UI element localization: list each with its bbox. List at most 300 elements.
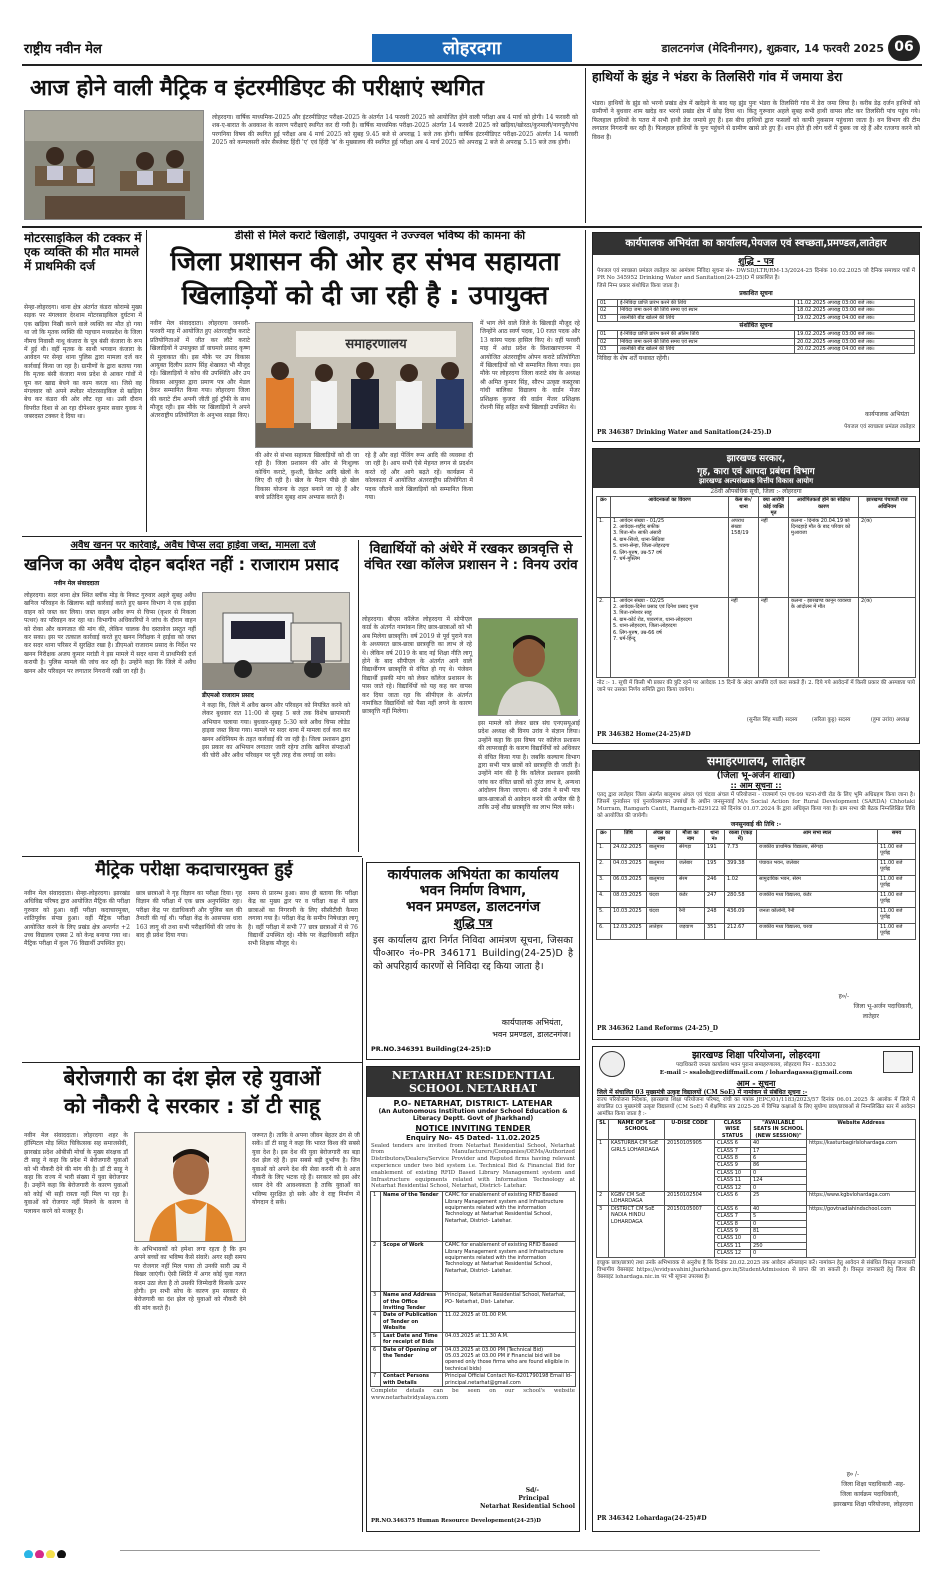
table-row bbox=[371, 1242, 576, 1292]
cell: Date of Opening of the Tender bbox=[381, 1346, 443, 1373]
cell: 17 bbox=[751, 1147, 807, 1154]
table-row bbox=[597, 891, 916, 907]
ad-school-header bbox=[367, 1067, 579, 1097]
ad-collectorate-title: समाहरणालय, लातेहार bbox=[593, 751, 919, 771]
col-header: मौजा का नाम bbox=[677, 829, 705, 843]
cell: 247 bbox=[705, 891, 725, 907]
website-link[interactable]: https://govtnadiahindschool.com bbox=[807, 1205, 916, 1257]
cell: 11.00 बजे पूर्वाह्न bbox=[878, 923, 916, 939]
jharkhand-seal-icon bbox=[599, 1051, 625, 1077]
cell: Principal, Netarhat Residential School, Netarhat, PO- Netarhat, Dist- Latehar. bbox=[443, 1292, 576, 1312]
table-row bbox=[598, 314, 915, 321]
person-portrait-icon bbox=[479, 619, 578, 716]
table-row bbox=[371, 1192, 576, 1242]
magenta-dot bbox=[35, 1550, 44, 1558]
cell: 1. आवेदन संख्या - 02/25 2. आवेदक-दिनेश प्रसाद एवं दिनेश प्रसाद गुप्ता 3. पिता-रामेश्वर साहु 4. ग्राम-कोर्ट रोड, पावरगंज, थाना-लोहरदगा 5. थाना-लोहरदगा, जिला-लोहरदगा 6. लिंग-पुरुष, उम्र-66 वर्ष 7. धर्म-हिन्दू bbox=[611, 597, 729, 677]
col-header: SL bbox=[597, 1119, 609, 1139]
cell: 2(क) bbox=[859, 517, 916, 597]
cell: 11.00 बजे पूर्वाह्न bbox=[878, 843, 916, 859]
cell: कलना - दिनांक 20.04.19 को दिनदहाड़े मौत के बाद परिवार को मुआवजा bbox=[789, 517, 859, 597]
truck-photo-icon bbox=[203, 593, 350, 690]
motorcycle-headline: मोटरसाइकिल की टक्कर में एक व्यक्ति की मौत मामले में प्राथमिकी दर्ज bbox=[24, 232, 142, 273]
table-row bbox=[598, 299, 915, 306]
ad-phed-pr: PR 346387 Drinking Water and Sanitation(24-25).D bbox=[597, 429, 772, 436]
table-row bbox=[597, 1191, 916, 1205]
cell: निविदा जमा करने की तिथि समय एवं स्थान bbox=[618, 307, 795, 314]
cell: जलेबार bbox=[677, 859, 705, 875]
yellow-dot bbox=[46, 1550, 55, 1558]
table-row bbox=[597, 1205, 916, 1212]
col-header: आरोपितकर्ता होने का संक्षिप्त कारण bbox=[789, 497, 859, 517]
table-row bbox=[597, 907, 916, 923]
cell: कंडेर bbox=[677, 891, 705, 907]
cell: Date of Publication of Tender on Website bbox=[381, 1312, 443, 1332]
cell: 2. bbox=[597, 859, 611, 875]
karate-headline-2: खिलाड़ियों को दी जा रही है : उपायुक्त bbox=[181, 281, 549, 311]
cell: ई-निविदा प्राप्ति प्रारंभ करने की अंतिम तिथि bbox=[618, 331, 795, 338]
cell: 1. bbox=[597, 843, 611, 859]
ad-home-line1: झारखण्ड सरकार, bbox=[726, 454, 786, 464]
cell: रैनी bbox=[677, 907, 705, 923]
page-number: 06 bbox=[894, 39, 914, 55]
cell: कलना - झारखण्ड कानून व्यवस्था के आंदोलन में मौत bbox=[789, 597, 859, 677]
ad-education-address: पदाधिकारी जनता कार्यालय भवन पुराना समाहरणालय, लोहरदगा पिन - 835302 bbox=[675, 1061, 837, 1068]
cell: 2(क) bbox=[859, 597, 916, 677]
cell: CAMC for enablement of existing RFID Based Library Management system and Infrastructure equipments related with the information Technology at Netarhat Residential School, Netarhat, District- Latehar. bbox=[443, 1242, 576, 1292]
ad-home-line3: झारखण्ड अल्पसंख्यक वित्तीय विकास आयोग bbox=[698, 477, 814, 485]
scholarship-photo bbox=[478, 618, 578, 716]
cell: CLASS 8 bbox=[715, 1154, 751, 1161]
col-header: क्र० bbox=[597, 497, 611, 517]
cell: 1. आवेदन संख्या - 01/25 2. आवेदक-शहीद सफीक 3. पिता-मो० साफी अंसारी 4. ग्राम-सिंजो, थाना-सिठिया 5. थाना-सेन्हा, जिला-लोहरदगा 6. लिंग-पुरुष, उम्र-57 वर्ष 7. धर्म-मुस्लिम bbox=[611, 517, 729, 597]
cell: 11.00 बजे पूर्वाह्न bbox=[878, 875, 916, 891]
ad-phed-table2 bbox=[597, 330, 915, 353]
table-row bbox=[597, 859, 916, 875]
website-link[interactable]: https://kasturbagirlslohardaga.com bbox=[807, 1140, 916, 1192]
table-row bbox=[371, 1373, 576, 1387]
ad-education-title: झारखण्ड शिक्षा परियोजना, लोहरदगा bbox=[692, 1050, 820, 1061]
col-header: थाना नं० bbox=[705, 829, 725, 843]
col-header: केस सं०/थाना bbox=[729, 497, 759, 517]
ad-home-line4: 28वीं औपबंधिक सूची, जिला :- लोहरदगा bbox=[710, 488, 802, 495]
v-rule-2 bbox=[146, 230, 147, 532]
ad-school-title2: SCHOOL NETARHAT bbox=[408, 1082, 538, 1095]
ad-school-title1: NETARHAT RESIDENTIAL bbox=[391, 1069, 555, 1082]
ad-phed-section2: संशोधित सूचना bbox=[739, 321, 773, 329]
h-rule-4 bbox=[22, 1062, 362, 1063]
unemployment-story bbox=[24, 1066, 360, 1534]
col-header: "AVAILABLE SEATS IN SCHOOL (NEW SESSION)" bbox=[751, 1119, 807, 1139]
ad-phed bbox=[592, 232, 920, 442]
motorcycle-body: सेन्हा-लोहरदगा। थाना क्षेत्र अंतर्गत कंडरा कोराम्बे मुख्य सड़क पर मंगलवार देरशाम मोटरसाइकिल दुर्घटना में एक खड़िया निखी करने वाले व्यक्ति का मौत हो गया था जो कि मृतक व्यक्ति की पहचान मध्यप्रदेश के जिला नीमच निवासी नाथू कंजारा के पुत्र बंसी कंजारा के रूप में हुई थी। वहीं मृतक के साथी भगवान कंजारा के आवेदन पर सेन्हा थाना पुलिस द्वारा मामला दर्ज कर कार्रवाई किया जा रहा है। ग्रामीणों के द्वारा बताया गया कि मृतक बंसी कंजारा मध्य प्रदेश से आकर गांवों में घूम कर खाद्य बेचने का काम करता था। जिसे वह मंगलवार को अपने स्प्लेंडर मोटरसाइकिल से खड़िया बेच कर कंडरा की ओर लौट रहा था। उसी दौरान विपरीत दिशा से आ रहा दीपेश्वर कुमार सवार युवक ने जबरदस्त टक्कर दे दिया था। bbox=[24, 304, 142, 421]
ad-school-footer: Complete details can be seen on our school's website www.netarhatvidyalaya.com bbox=[371, 1387, 575, 1401]
col-header: रकबा (एकड़ में) bbox=[725, 829, 757, 843]
karate-story bbox=[150, 230, 580, 532]
col-header: तिथि bbox=[611, 829, 647, 843]
cell: 3 bbox=[371, 1292, 381, 1312]
ad-education-sign3: जिला कार्यक्रम पदाधिकारी, bbox=[840, 1491, 899, 1498]
ad-school-sign2: Principal bbox=[518, 1495, 549, 1502]
cell: 1. bbox=[597, 517, 611, 597]
cell: 20150102504 bbox=[665, 1191, 715, 1205]
cell: सेरेगड़ा bbox=[677, 843, 705, 859]
cell: अपराध संख्या 158/19 bbox=[729, 517, 759, 597]
cell: 246 bbox=[705, 875, 725, 891]
scholarship-story bbox=[362, 540, 580, 852]
cell: Scope of Work bbox=[381, 1242, 443, 1292]
col-header: अंचल का नाम bbox=[647, 829, 677, 843]
col-header: क्र० bbox=[597, 829, 611, 843]
table-row bbox=[598, 307, 915, 314]
cell: 3. bbox=[597, 875, 611, 891]
cell: निविदा जमा करने की तिथि समय एवं स्थान bbox=[618, 338, 795, 345]
cell: CLASS 10 bbox=[715, 1169, 751, 1176]
ad-building-title3: भवन प्रमण्डल, डालटनगंज bbox=[405, 899, 541, 916]
mining-story bbox=[24, 540, 354, 852]
cell: नहीं bbox=[759, 597, 789, 677]
cell: 191 bbox=[705, 843, 725, 859]
cell: 24.02.2025 bbox=[611, 843, 647, 859]
ad-education-sign4: झारखण्ड शिक्षा परियोजना, लोहरदगा bbox=[833, 1501, 913, 1508]
mining-body-left: लोहरदगा। सदर थाना क्षेत्र स्थित ब्लॉक मोड़ के निकट गुरुवार अहले सुबह अवैध खनिज परिवहन के खिलाफ बड़ी कार्रवाई करते हुए खनन विभाग ने एक हाईवा वाहन को जब्त कर लिया। जब्त वाहन अवैध रूप से चिप्स (कृशर से निकला पत्थर) का परिवहन कर रहा था। विभागीय अधिकारियों ने जांच के दौरान वाहन को रोका और कागजात की मांग की, लेकिन चालक वैध दस्तावेज प्रस्तुत नहीं कर सका। इस पर तत्काल कार्रवाई करते हुए खनन निरीक्षक ने हाईवा को जब्त कर सदर थाना परिसर में सुरक्षित रखा है। डीएमओ राजाराम प्रसाद के निर्देश पर खनन निरीक्षक अजय कुमार मरांडी ने इस मामले में सदर थाना में प्राथमिकी दर्ज करायी है। पुलिस मामले की जांच कर रही है। उन्होंने कहा कि जिले में अवैध खनन और परिवहन पर लगातार निगरानी रखी जा रही है। bbox=[24, 592, 196, 675]
cell: राजकीय मध्य विद्यालय, चरवा bbox=[757, 923, 878, 939]
elephant-headline: हाथियों के झुंड ने भंडरा के तिलसिरी गांव में जमाया डेरा bbox=[592, 70, 843, 84]
exam-photo bbox=[24, 110, 204, 220]
karate-headline-1: जिला प्रशासन की ओर हर संभव सहायता bbox=[170, 247, 560, 277]
unemployment-headline-1: बेरोजगारी का दंश झेल रहे युवाओं bbox=[63, 1066, 321, 1090]
cell: 195 bbox=[705, 859, 725, 875]
ad-home-line2: गृह, कारा एवं आपदा प्रबंधन विभाग bbox=[697, 467, 815, 477]
cell: CLASS 6 bbox=[715, 1140, 751, 1147]
print-registration-marks bbox=[24, 1544, 924, 1558]
cell: 0 bbox=[751, 1220, 807, 1227]
ad-collectorate-sign3: लातेहार bbox=[862, 1013, 879, 1020]
cell: 08.03.2025 bbox=[611, 891, 647, 907]
v-rule-3 bbox=[358, 540, 359, 852]
cell: 11.02.2025 at 01.00 P.M. bbox=[443, 1312, 576, 1332]
cell: 04.03.2025 bbox=[611, 859, 647, 875]
cell: जनता कॉलोनी, रैनी bbox=[757, 907, 878, 923]
cell: 11.00 बजे पूर्वाह्न bbox=[878, 907, 916, 923]
matric-story bbox=[24, 860, 360, 1060]
cell: 0 bbox=[751, 1235, 807, 1242]
exam-headline: आज होने वाली मैट्रिक व इंटरमीडिएट की परीक्षाएं स्थगित bbox=[30, 76, 484, 101]
cell: राजकीय प्राथमिक विद्यालय, सेरेगड़ा bbox=[757, 843, 878, 859]
cell: 11.02.2025 अपराह्न 03:00 बजे तक। bbox=[795, 299, 915, 306]
cell: Name and Address of the Office Inviting Tender bbox=[381, 1292, 443, 1312]
table-row bbox=[371, 1346, 576, 1373]
ad-school-title3: P.O- NETARHAT, DISTRICT- LATEHAR bbox=[393, 1099, 553, 1108]
cell: सेरम bbox=[677, 875, 705, 891]
karate-photo-banner: समाहरणालय bbox=[345, 337, 407, 352]
cell: बालूमाथ bbox=[647, 859, 677, 875]
cell: ई-निविदा प्राप्ति प्रारंभ करने की तिथि bbox=[618, 299, 795, 306]
ad-home-header bbox=[593, 449, 919, 488]
cell: सामुदायिक भवन, सेरम bbox=[757, 875, 878, 891]
karate-photo bbox=[255, 322, 473, 448]
cell: नहीं bbox=[729, 597, 759, 677]
cell: 11.00 बजे पूर्वाह्न bbox=[878, 891, 916, 907]
classroom-photo-icon bbox=[25, 111, 204, 220]
ad-home bbox=[592, 448, 920, 744]
cell: राजकीय मध्य विद्यालय, कंडेर bbox=[757, 891, 878, 907]
matric-body-col3: समय से प्रारम्भ हुआ। साथ ही बताया कि परीक्षा केंद्र का मुख्य द्वार पर व परीक्षा कक्ष में छात्र छात्राओं का निगरानी के लिए सीसीटीवी कैमरा लगाया गया है। परीक्षा केंद्र के समीप निषेधाज्ञा लागू है। वहीं परीक्षा में सभी 77 छात्र छात्राओं में से 76 विद्यार्थी उपस्थित रहे। मौके पर केंद्राधिकारी सहित सभी शिक्षक मौजूद थे। bbox=[248, 890, 358, 948]
ad-home-footnote: नोट :- 1. सूची में किसी भी प्रकार की त्रुटि रहने पर आवेदक 15 दिनों के अंदर आपत्ति दर्ज करा सकते हैं। 2. दिये गये आवेदनों में किसी प्रकार की अस्पष्टता पाये जाने पर उसका निर्णय समिति द्वारा किया जायेगा। bbox=[597, 679, 915, 693]
ad-education-email: E-mail :- ssaloh@rediffmail.com / lohardagassa@gmail.com bbox=[659, 1069, 853, 1076]
cell: CLASS 9 bbox=[715, 1228, 751, 1235]
col-header: झारखण्ड पंचायती राज अधिनियम bbox=[859, 497, 916, 517]
karate-kicker: डीसी से मिले कराटे खिलाड़ी, उपायुक्त ने उज्ज्वल भविष्य की कामना की bbox=[234, 230, 526, 242]
ad-collectorate-body: एतद् द्वारा लातेहार जिला अंतर्गत बालूमाथ अंचल एवं चंदवा अंचल में परियोजना - राजमार्ग एन एच-99 पटना-रांची रोड के लिए भूमि अधिग्रहण किया जाना है। जिसमें पुनर्वासन एवं पुनर्व्यवस्थापन उपबंधों के अधीन जनसुनवाई M/s Social Action for Rural Development (SARDA) Chhotaki Murram, Ramgarh Cantt, Ramgarh-829122 को दिनांक 01.07.2024 के द्वारा अधिकृत किया गया है। ग्राम सभा की बैठक निम्नलिखित तिथि को आयोजित की जायेगी। bbox=[597, 791, 915, 819]
cell: 06.03.2025 bbox=[611, 875, 647, 891]
h-rule-1 bbox=[22, 226, 922, 228]
cell: 212.67 bbox=[725, 923, 757, 939]
cell: 7 bbox=[371, 1373, 381, 1387]
scholarship-body-right: इस मामले को लेकर छात्र संघ एनएसयूआई प्रदेश अध्यक्ष श्री विनय उरांव ने संज्ञान लिया। उन्होंने कहा कि इस विषय पर कॉलेज प्रशासन की लापरवाही के कारण विद्यार्थियों को अधिकार से वंचित किया गया है। जबकि कल्याण विभाग द्वारा सभी पात्र छात्रों को छात्रवृत्ति दी जाती है। उन्होंने मांग की है कि कॉलेज प्रशासन इसकी जांच कर वंचित छात्रों को तुरंत लाभ दे, अन्यथा आंदोलन किया जाएगा। श्री उरांव ने सभी पात्र छात्र-छात्राओं से आवेदन करने की अपील की है ताकि उन्हें शीघ्र छात्रवृत्ति का लाभ मिल सके। bbox=[478, 720, 580, 812]
table-row bbox=[597, 597, 916, 677]
ad-phed-sign2: पेयजल एवं स्वच्छता प्रमंडल लातेहार bbox=[844, 424, 915, 430]
cell: KGBV CM SoE LOHARDAGA bbox=[609, 1191, 665, 1205]
mining-kicker: अवैध खनन पर कार्रवाई, अवैध चिप्स लदा हाईवा जब्त, मामला दर्ज bbox=[70, 540, 316, 551]
cell: 5 bbox=[371, 1332, 381, 1346]
ad-education-notice: आम - सूचना bbox=[736, 1079, 776, 1089]
cell: Principal Official Contact No-6201790198 Email Id- principal.netarhat@gmail.com bbox=[443, 1373, 576, 1387]
col-header: समय bbox=[878, 829, 916, 843]
cell: चंदवा bbox=[647, 891, 677, 907]
cell: 5 bbox=[751, 1213, 807, 1220]
cell: 2. bbox=[597, 597, 611, 677]
matric-body-col1: नवीन मेल संवाददाता। सेन्हा-लोहरदगा। झारखंड अधिविद्य परिषद द्वारा आयोजित मैट्रिक की परीक्षा गुरुवार को हुआ। वहीं परीक्षा कदाचारमुक्त, शांतिपूर्वक संपन्न हुआ। वहीं मैट्रिक परीक्षा आयोजित करने के लिए प्रखंड क्षेत्र अन्तर्गत +2 उच्च विद्यालय एक्सा 2 को केन्द्र बनाया गया था। मैट्रिक परीक्षा में कुल 76 विद्यार्थी उपस्थित हुए। bbox=[24, 890, 130, 948]
matric-headline: मैट्रिक परीक्षा कदाचारमुक्त हुई bbox=[95, 860, 293, 880]
ad-collectorate-table-title: जनसुनवाई की तिथि :- bbox=[730, 820, 782, 828]
ad-building-pr: PR.NO.346391 Building(24-25):D bbox=[371, 1045, 491, 1053]
ad-education-intro: जिले में संचालित 03 मुख्यमंत्री उत्कृष्ट विद्यालयों (CM SoE) में नामांकन से संबंधित सूचना :- bbox=[597, 1088, 808, 1096]
cell: 11.00 बजे पूर्वाह्न bbox=[878, 859, 916, 875]
cell: 81 bbox=[751, 1228, 807, 1235]
cell: 436.09 bbox=[725, 907, 757, 923]
cell: 04.03.2025 at 11.30 A.M. bbox=[443, 1332, 576, 1346]
cell: 4 bbox=[371, 1312, 381, 1332]
h-rule-3 bbox=[22, 856, 362, 857]
cell: CLASS 12 bbox=[715, 1184, 751, 1191]
cell: पंचायत भवन, जलेबार bbox=[757, 859, 878, 875]
cell: 351 bbox=[705, 923, 725, 939]
cell: 02 bbox=[598, 338, 618, 345]
masthead-rule bbox=[22, 64, 922, 66]
col-header: NAME OF SoE SCHOOL bbox=[609, 1119, 665, 1139]
ad-phed-table1 bbox=[597, 299, 915, 322]
cell: 0 bbox=[751, 1250, 807, 1257]
cell: 6. bbox=[597, 923, 611, 939]
cell: 1.02 bbox=[725, 875, 757, 891]
cell: बालूमाथ bbox=[647, 843, 677, 859]
cell: 7.73 bbox=[725, 843, 757, 859]
col-header: क्या आरोपी कोई व्यक्ति मृत bbox=[759, 497, 789, 517]
ad-phed-note: निविदा के शेष शर्तें यथावत रहेंगी। bbox=[597, 354, 670, 362]
cell: 2 bbox=[597, 1191, 609, 1205]
exam-body: लोहरदगा। वार्षिक माध्यमिक-2025 और इंटरमीडिएट परीक्षा-2025 के अंतर्गत 14 फरवरी 2025 को आयोजित होने वाली परीक्षा अब 4 मार्च को होगी। 14 फरवरी को शब-ए-बारात के अवकाश के कारण परीक्षाएं स्थगित कर दी गयी है। वार्षिक माध्यमिक परीक्षा-2025 अंतर्गत 14 फरवरी 2025 को खड़िया/खोरठा/कुरमाली/नागपुरी/पंच परगनिया विषय की स्थगित हुई परीक्षा अब 4 मार्च 2025 को सुबह 9.45 बजे से अपराह्न 1 बजे तक होगी। वार्षिक इंटरमीडिएट परीक्षा-2025 अंतर्गत 14 फरवरी 2025 को कम्पलसरी कोर सैब्जेक्ट हिंदी 'ए' एवं हिंदी 'ब' के मुख्यालय की स्थगित हुई परीक्षा अब 4 मार्च 2025 को अपराह्न 2 बजे से अपराह्न 5.15 बजे तक होगी। bbox=[212, 114, 578, 147]
cell: 20.02.2025 अपराह्न 04:00 बजे तक। bbox=[795, 346, 915, 353]
cell: 6 bbox=[371, 1346, 381, 1373]
cell: 399.38 bbox=[725, 859, 757, 875]
ad-building-body: इस कार्यालय द्वारा निर्गत निविदा आमंत्रण सूचना, जिसका पी०आर० नं०-PR 346171 Building(24-25)D है को अपरिहार्य कारणों से निविदा रद्द किया जाता है। bbox=[373, 935, 573, 973]
table-row bbox=[598, 331, 915, 338]
ad-school-title4: (An Autonomous Institution under School Education & Literacy Deptt. Govt of Jharkhand) bbox=[378, 1108, 568, 1123]
ad-phed-subtitle: शुद्धि - पत्र bbox=[738, 257, 774, 267]
ad-building-title2: भवन निर्माण विभाग, bbox=[419, 883, 527, 900]
table-row bbox=[598, 346, 915, 353]
cell: 86 bbox=[751, 1162, 807, 1169]
karate-body-col1: नवीन मेल संवाददाता। लोहरदगा जनवरी-फरवरी माह में आयोजित हुए अंतरराष्ट्रीय कराटे प्रतियोगिताओं में जीत कर लौटे कराटे खिलाड़ियों ने उपायुक्त डॉ वाघमारे प्रसाद कृष्ण से मुलाकात की। इस मौके पर उप विकास आयुक्त दिलीप प्रताप सिंह शेखावत भी मौजूद रहे। खिलाड़ियों ने कोच की उपस्थिति और उप विकास आयुक्त द्वारा प्रमाण पत्र और मेडल देकर सम्मानित किया गया। लोहरदगा जिला की कराटे टीम अपनी जीती हुई ट्रॉफी के साथ मौजूद रही। इस मौके पर खिलाड़ियों ने अपने अंतरराष्ट्रीय प्रतियोगिता के अनुभव साझा किए। bbox=[150, 320, 250, 420]
mining-photo bbox=[202, 592, 350, 690]
ad-school-notice: NOTICE INVITING TENDER bbox=[415, 1124, 531, 1134]
education-table-body bbox=[597, 1140, 916, 1258]
cell: KASTURBA CM SoE GIRLS LOHARDAGA bbox=[609, 1140, 665, 1192]
exam-story bbox=[24, 70, 580, 222]
mining-headline: खनिज का अवैध दोहन बर्दाश्त नहीं : राजाराम प्रसाद bbox=[24, 555, 339, 574]
ad-collectorate-notice: :: आम सूचना :: bbox=[730, 781, 782, 791]
cell: 250 bbox=[751, 1242, 807, 1249]
ad-phed-title: कार्यपालक अभियंता का कार्यालय,पेयजल एवं स्वच्छता,प्रमण्डल,लातेहार bbox=[593, 233, 919, 255]
black-dot bbox=[57, 1550, 66, 1558]
footer-rule bbox=[120, 1550, 820, 1551]
table-row bbox=[597, 1140, 916, 1147]
mining-photo-caption: डीएमओ राजाराम प्रसाद bbox=[202, 692, 254, 699]
cell: तकनीकी बीड खोलने की तिथि bbox=[618, 314, 795, 321]
scholarship-body-left: लोहरदगा। बीएस कॉलेज लोहरदगा में सोपीएल कार्ड के अंतर्गत नामांकन लिए छात्र-छात्राओं को भी अब मिलेगा छात्रवृत्ति। वर्ष 2019 से पूर्व पुराने यज के अध्ययरत छात्र-छात्रा छात्रवृत्ति का लाभ ले रहे थे। लेकिन वर्ष 2019 के बाद नई शिक्षा नीति लागू होने के बाद सीपीएल के अंतर्गत आने वाले विद्यार्थीगण छात्रवृत्ति से वंचित हो गए थे। पंजेवन विद्यार्थी इसकी मांग को लेकर कॉलेज प्रशासन के पास जाते रहे। विद्यार्थियों को यह कह कर वापस कर दिया जाता रहा कि सीपीएल के अंतर्गत नामांकित विद्यार्थियों को पैसा नहीं लगने के कारण छात्रवृत्ति नहीं मिलेगा। bbox=[362, 616, 472, 716]
table-row bbox=[597, 923, 916, 939]
ad-collectorate-subtitle: (जिला भू-अर्जन शाखा) bbox=[716, 771, 796, 781]
table-row bbox=[371, 1312, 576, 1332]
table-header-row bbox=[597, 497, 916, 517]
ad-collectorate-sign: ह०/- bbox=[838, 993, 849, 1000]
cell: CLASS 10 bbox=[715, 1235, 751, 1242]
cell: CLASS 11 bbox=[715, 1177, 751, 1184]
cell: तकनीकी बीड खोलने की तिथि bbox=[618, 346, 795, 353]
ad-collectorate-pr: PR 346362 Land Reforms (24-25)_D bbox=[597, 1025, 718, 1032]
h-rule-2 bbox=[22, 536, 582, 537]
karate-body-col3: रहे हैं और वहां पेंजिंग रूम आदि की व्यवस्था दी जा रही है। आप सभी ऐसे मेहनत लगन से प्रदर्शन करते रहें और आगे बढ़ते रहें। कार्यक्रम में कोलकाता में आयोजित अंतरराष्ट्रीय प्रतियोगिता में पदक जीतने वाले खिलाड़ियों को सम्मानित किया गया। bbox=[365, 452, 473, 502]
cell: चंदवा bbox=[647, 907, 677, 923]
politician-portrait-icon bbox=[135, 1133, 246, 1242]
ad-collectorate-table bbox=[596, 829, 916, 940]
ad-home-table bbox=[596, 496, 916, 677]
table-row bbox=[371, 1332, 576, 1346]
elephant-body: भंडरा। हाथियों के झुंड को भरनो प्रखंड क्षेत्र में खदेड़ने के बाद यह झुंड पुनः भंडरा के तिलसिरी गांव में डेरा जमा लिया है। करीब डेढ़ दर्जन हाथियों को ग्रामीणों ने बुधवार शाम खदेड़ कर भरनो प्रखंड क्षेत्र में छोड़ दिया था। किंतु गुरूवार अहले सुबह सभी हाथी वापस लौट कर तिलसिरी पांच पहुंच गये। फिलहाल हाथियों के पतरा में सभी हाथी डेरा जमाये हुए हैं। इस बीच हाथियों द्वारा फसलों को काफी नुकसान पहुंचाया जाता है। वन विभाग की टीम लगातार निगरानी कर रही है। फिलहाल हाथियों के पुनः पहुंचने से ग्रामीण खासे डरे हुए हैं। शाम होते ही लोग घरों में दुबक जा रहे हैं और रतजगा करने को विवश हैं। bbox=[592, 100, 920, 141]
website-link[interactable]: https://www.kgbvlohardaga.com bbox=[807, 1191, 916, 1205]
cell: 1 bbox=[371, 1192, 381, 1242]
cyan-dot bbox=[24, 1550, 33, 1558]
cell: 12.03.2025 bbox=[611, 923, 647, 939]
sign-member-1: (सुनील सिंह मार्डी) सदस्य bbox=[746, 717, 798, 723]
ad-school bbox=[366, 1066, 580, 1532]
cell: 04.03.2025 at 03.00 PM (Technical Bid) 05.03.2025 at 03.00 PM if Financial bid will be opened only those firms who are found eligible in technical bids) bbox=[443, 1346, 576, 1373]
table-row bbox=[371, 1292, 576, 1312]
cell: CLASS 12 bbox=[715, 1250, 751, 1257]
ad-education-table bbox=[596, 1119, 916, 1258]
paper-logo: राष्ट्रीय नवीन मेल bbox=[24, 42, 102, 57]
ad-education-sign2: जिला शिक्षा पदाधिकारी -सह- bbox=[841, 1481, 905, 1488]
ad-education bbox=[592, 1046, 920, 1532]
jharkhand-logo-icon bbox=[883, 1051, 913, 1073]
cell: 19.02.2025 अपराह्न 04:00 बजे तक। bbox=[795, 314, 915, 321]
ad-school-table bbox=[370, 1191, 576, 1387]
cell: 02 bbox=[598, 307, 618, 314]
col-header: आम सभा स्थल bbox=[757, 829, 878, 843]
unemployment-body-col3: जरूरत है। ताकि वे अपना जीवन बेहतर ढंग से जी सकें। डॉ टी साहू ने कहा कि भारत विश्व की सबसे युवा देश है। इस देश की युवा बेरोजगारी का बड़ा दंश झेल रहे हैं। इस सबसे बड़ी दुर्भाग्य है। जिन युवाओं को अपने देश की सेवा करनी थी वे आज नौकरी के लिए भटक रहे हैं। सरकार को इस ओर ध्यान देने की आवश्यकता है ताकि युवाओं का भविष्य सुरक्षित हो सके और वे राष्ट्र निर्माण में योगदान दे सकें। bbox=[252, 1132, 360, 1207]
cell: DISTRICT CM SoE NADIA HINDU LOHARDAGA bbox=[609, 1205, 665, 1257]
cell: Name of the Tender bbox=[381, 1192, 443, 1242]
table-header-row bbox=[597, 829, 916, 843]
scholarship-headline: विद्यार्थियों को अंधेरे में रखकर छात्रवृत्ति से वंचित रखा कॉलेज प्रशासन ने : विनय उरांव bbox=[364, 541, 578, 573]
ad-collectorate bbox=[592, 750, 920, 1040]
cell: 03 bbox=[598, 314, 618, 321]
ad-building-title1: कार्यपालक अभियंता का कार्यालय bbox=[387, 867, 559, 883]
cell: Last Date and Time for receipt of Bids bbox=[381, 1332, 443, 1346]
unemployment-photo bbox=[134, 1132, 246, 1242]
cell: 2 bbox=[371, 1242, 381, 1292]
cell: CAMC for enablement of existing RFID Based Library Management system and Infrastructure equipments related with the information Technology at Netarhat Residential School, Netarhat, District- Latehar. bbox=[443, 1192, 576, 1242]
cell: 40 bbox=[751, 1140, 807, 1147]
cell: 10.03.2025 bbox=[611, 907, 647, 923]
cell: 3 bbox=[597, 1205, 609, 1257]
cell: बालूमाथ bbox=[647, 875, 677, 891]
ad-education-footer: इच्छुक छात्र/छात्राएं तथा उनके अभिभावक से अनुरोध है कि दिनांक 20.02.2025 तक आवेदन ऑनलाइन करें। नामांकन हेतु आवेदन से संबंधित विस्तृत जानकारी विभागीय वेबसाइट https://evidyavahini.jharkhand.gov.in/StudentAdmission से प्राप्त की जा सकती है। विस्तृत जानकारी हेतु जिला की वेबसाइट lohardaga.nic.in पर भी सूचना उपलब्ध है। bbox=[597, 1259, 915, 1280]
cell: CLASS 9 bbox=[715, 1162, 751, 1169]
ad-building-subtitle: शुद्धि पत्र bbox=[453, 916, 493, 931]
cell: CLASS 6 bbox=[715, 1191, 751, 1205]
dateline: डालटनगंज (मेदिनीनगर), शुक्रवार, 14 फरवरी 2025 bbox=[661, 42, 884, 55]
ad-school-sign1: Sd/- bbox=[525, 1487, 539, 1494]
mining-byline: नवीन मेल संवाददाता bbox=[54, 580, 100, 587]
cell: 19.02.2025 अपराह्न 03:00 बजे तक। bbox=[795, 331, 915, 338]
ad-school-sign3: Netarhat Residential School bbox=[479, 1503, 575, 1510]
cell: CLASS 11 bbox=[715, 1242, 751, 1249]
ad-school-intro: Sealed tenders are invited from Netarhat Residential School, Netarhat from Manufacturers/Companies/OEMs/Authorized Distributors/Dealers/Service Provider and Reputed firms having relevant experience under two bid system i.e. Technical Bid & Financial Bid for enablement of existing RFID Based Library Management system and Infrastructure equipments related with Information Technology at Netarhat Residential School, Netarhat, District- Latehar. bbox=[371, 1142, 575, 1190]
ad-home-signs bbox=[743, 717, 919, 724]
ad-phed-section1: प्रकाशित सूचना bbox=[739, 290, 773, 298]
cell: 01 bbox=[598, 299, 618, 306]
cell: 1 bbox=[597, 1140, 609, 1192]
ad-phed-intro2: जिसे निम्न प्रकार संशोधित किया जाता है। bbox=[597, 283, 680, 290]
masthead bbox=[22, 34, 922, 62]
cell: CLASS 7 bbox=[715, 1147, 751, 1154]
cell: 124 bbox=[751, 1177, 807, 1184]
cell: जड़वाण bbox=[677, 923, 705, 939]
ad-phed-intro: पेयजल एवं स्वच्छता प्रमंडल लातेहार का आमंत्रण निविदा सूचना सं०- DWSD/LTR/RM-13/2024-25 दिनांक 10.02.2025 जो दैनिक समाचार पत्रों में PR No 345952 Drinking Water and Sanitation(24-25)D में प्रकाशित है। bbox=[597, 268, 915, 282]
cell: 248 bbox=[705, 907, 725, 923]
ad-phed-sign: कार्यपालक अभियंता bbox=[865, 411, 909, 418]
ad-building bbox=[366, 862, 580, 1060]
col-header: CLASS WISE STATUS bbox=[715, 1119, 751, 1139]
ad-building-sign2: भवन प्रमण्डल, डालटनगंज। bbox=[492, 1030, 571, 1039]
cell: 25 bbox=[751, 1191, 807, 1205]
cell: 40 bbox=[751, 1205, 807, 1212]
karate-body-col4: में भाग लेने वाले जिले के खिलाड़ी मौजूद रहे जिन्होंने आठ स्वर्ण पदक, 10 रजत पदक और 13 कांस्य पदक हासिल किए थे। वहीं फरवरी माह में आंध्र प्रदेश के विशाखापत्तनम में आयोजित अंतरराष्ट्रीय ओपन कराटे प्रतियोगिता में खिलाड़ियों को भी सम्मानित किया गया। इस मौके पर लोहरदगा जिला कराटे संघ के अध्यक्ष श्री अमित कुमार सिंह, सौरभ उत्कृष्ट कस्तूरबा गांधी बालिका विद्यालय के वार्डन मेंजर प्रशिक्षक कुजरा की वार्डन मेंजर प्रशिक्षक रोशनी सिंह सहित सभी खिलाड़ी उपस्थित थे। bbox=[480, 320, 580, 412]
col-header: U-DISE CODE bbox=[665, 1119, 715, 1139]
cell: 280.58 bbox=[725, 891, 757, 907]
col-header: Website Address bbox=[807, 1119, 916, 1139]
cell: CLASS 6 bbox=[715, 1205, 751, 1212]
table-row bbox=[597, 875, 916, 891]
cell: लातेहार bbox=[647, 923, 677, 939]
elephant-story bbox=[592, 70, 920, 222]
matric-body-col2: छात्र छात्राओं ने गृह विज्ञान का परीक्षा दिया। गृह विज्ञान की परीक्षा में एक छात्र अनुपस्थित रहा। परीक्षा केंद्र पर दंडाधिकारी और पुलिस बल की तैनाती की गई थी। परीक्षा केंद्र के आसपास धारा 163 लागू थी तथा सभी परीक्षार्थियों की जांच के बाद ही प्रवेश दिया गया। bbox=[136, 890, 242, 940]
ad-education-sign1: ह० /- bbox=[846, 1471, 859, 1478]
ad-school-enquiry: Enquiry No- 45 Dated- 11.02.2025 bbox=[405, 1133, 541, 1142]
cell: 01 bbox=[598, 331, 618, 338]
sign-chair: (हुमा उरांव) अध्यक्ष bbox=[870, 717, 910, 723]
